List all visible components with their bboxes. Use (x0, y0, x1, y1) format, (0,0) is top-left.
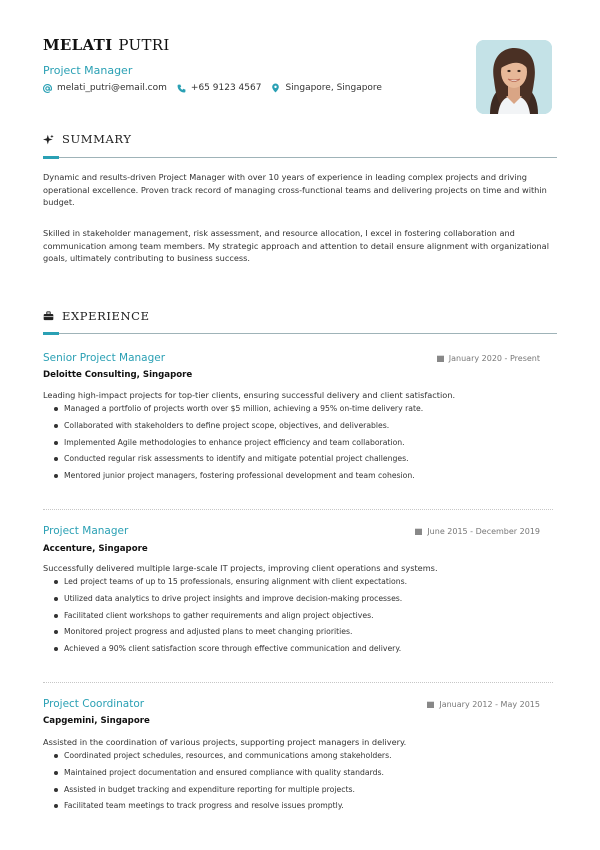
list-item: Coordinated project schedules, resources, and communications among stakeholders. (52, 750, 392, 767)
experience-heading-text: EXPERIENCE (62, 309, 150, 323)
contact-location (271, 83, 382, 93)
experience-heading (43, 309, 150, 323)
contact-row (43, 83, 392, 93)
summary-paragraph-1: Dynamic and results-driven Project Manager with over 10 years of experience in leading complex projects and driving operational excellence. Proven track record of managing cross-functional teams and delivering projects on time and within budget. (43, 172, 547, 208)
summary-divider-accent (43, 156, 59, 159)
job-date-text: January 2020 - Present (448, 354, 540, 363)
summary-heading (43, 132, 132, 146)
job-role: Senior Project Manager (43, 352, 166, 364)
portrait-image (476, 40, 552, 114)
job-summary: Successfully delivered multiple large-scale IT projects, improving client operations and systems. (43, 563, 438, 573)
location-pin-icon (271, 83, 280, 93)
list-item: Maintained project documentation and ensured compliance with quality standards. (52, 767, 392, 784)
job-bullets (52, 403, 423, 487)
phone-icon (177, 84, 186, 93)
job-date (427, 700, 540, 709)
list-item: Facilitated team meetings to track progress and resolve issues promptly. (52, 800, 392, 817)
summary-paragraph-2: Skilled in stakeholder management, risk assessment, and resource allocation, I excel in fostering collaboration and communication among team members. My strategic approach and attention to detail ensure alignment with organizational goals, ultimately contributing to business success. (43, 228, 549, 264)
briefcase-icon (43, 311, 54, 321)
job-separator (43, 509, 553, 510)
calendar-icon (437, 355, 444, 362)
job-company: Capgemini, Singapore (43, 716, 150, 726)
calendar-icon (415, 528, 422, 535)
job-summary: Assisted in the coordination of various projects, supporting project managers in delivery. (43, 737, 407, 747)
list-item: Utilized data analytics to drive project insights and improve decision-making processes. (52, 593, 407, 610)
job-bullets (52, 576, 407, 660)
job-company: Accenture, Singapore (43, 544, 148, 554)
experience-divider (43, 333, 557, 334)
candidate-name (43, 36, 170, 54)
contact-phone[interactable] (177, 83, 262, 93)
list-item: Led project teams of up to 15 professionals, ensuring alignment with client expectations. (52, 576, 407, 593)
job-date (415, 527, 540, 536)
last-name: PUTRI (118, 36, 170, 54)
email-text: melati_putri@email.com (57, 83, 167, 93)
job-date-text: January 2012 - May 2015 (439, 700, 540, 709)
summary-divider (43, 157, 557, 158)
list-item: Managed a portfolio of projects worth over $5 million, achieving a 95% on-time delivery rate. (52, 403, 423, 420)
job-summary: Leading high-impact projects for top-tier clients, ensuring successful delivery and client satisfaction. (43, 390, 456, 400)
summary-heading-text: SUMMARY (62, 132, 132, 146)
job-role: Project Manager (43, 525, 129, 537)
at-sign-icon (43, 84, 52, 93)
list-item: Monitored project progress and adjusted plans to meet changing priorities. (52, 626, 407, 643)
job-separator (43, 682, 553, 683)
job-company: Deloitte Consulting, Singapore (43, 370, 193, 380)
list-item: Collaborated with stakeholders to define project scope, objectives, and deliverables. (52, 420, 423, 437)
list-item: Conducted regular risk assessments to identify and mitigate potential project challenges. (52, 453, 423, 470)
sparkle-icon (43, 134, 54, 145)
job-date (437, 354, 540, 363)
job-date-text: June 2015 - December 2019 (427, 527, 540, 536)
location-text: Singapore, Singapore (285, 83, 382, 93)
list-item: Implemented Agile methodologies to enhance project efficiency and team collaboration. (52, 437, 423, 454)
job-role: Project Coordinator (43, 698, 145, 710)
list-item: Assisted in budget tracking and expenditure reporting for multiple projects. (52, 784, 392, 801)
job-title: Project Manager (43, 64, 133, 77)
contact-email[interactable] (43, 83, 167, 93)
calendar-icon (427, 701, 434, 708)
list-item: Mentored junior project managers, fostering professional development and team cohesion. (52, 470, 423, 487)
profile-photo (476, 40, 552, 114)
phone-text: +65 9123 4567 (190, 83, 262, 93)
list-item: Facilitated client workshops to gather requirements and align project objectives. (52, 610, 407, 627)
list-item: Achieved a 90% client satisfaction score through effective communication and delivery. (52, 643, 407, 660)
experience-divider-accent (43, 332, 59, 335)
job-bullets (52, 750, 392, 817)
first-name: MELATI (43, 36, 113, 54)
